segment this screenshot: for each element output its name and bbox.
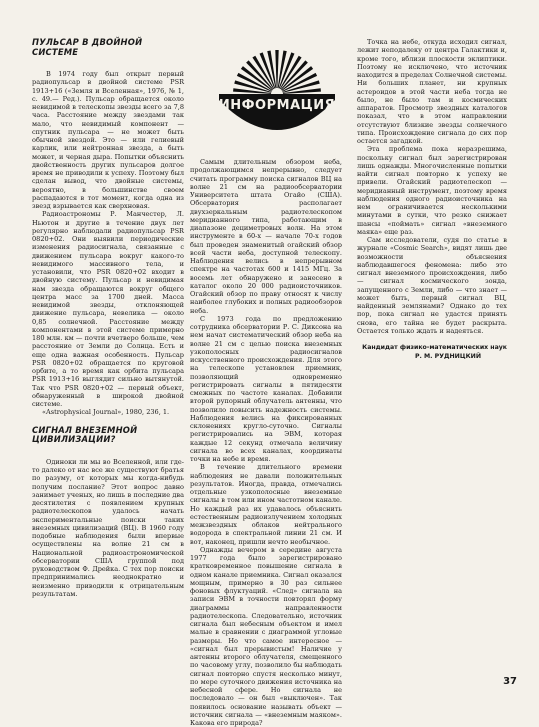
article2-paragraph: Самым длительным обзором неба, продолжающимся непрерывно, следует считать программу поиска сигналов ВЦ на волне 21 см на радиообсерватории Университета штата Огайо (США). Обсерватория располагает двухзеркальным радиотелескопом меридианного типа, работающим в диапазоне дециметровых волн. На этом инструменте в 60-х — начале 70-х годов был проведен знаменитый огайский обзор всей части неба, доступной телескопу. Наблюдения велись в непрерывном спектре на частотах 600 и 1415 МГц. За восемь лет обнаружено и занесено в каталог около 20 000 радиоисточников. Огайский обзор по праву относят к числу наиболее глубоких и полных радиообзоров неба.	[190, 158, 342, 315]
author-degree: Кандидат физико-математических наук	[362, 344, 507, 351]
author-signature	[357, 344, 507, 361]
article1-title: ПУЛЬСАР В ДВОЙНОЙ СИСТЕМЕ	[32, 37, 143, 57]
author-name: Р. М. РУДНИЦКИЙ	[414, 352, 481, 360]
article2-paragraph: Однажды вечером в середине августа 1977 года было зарегистрировано кратковременное повышение сигнала в одном канале приемника. Сигнал оказался мощным, примерно в 30 раз сильнее фоновых флуктуаций. «След» сигнала на записи ЭВМ в точности повторял форму диаграммы направленности радиотелескопа. Следовательно, источник сигнала был небесным объектом и имел малые в сравнении с диаграммой угловые размеры. Но что самое интересное — «сигнал был прерывистым! Наличие у антенны второго облучателя, смещенного по часовому углу, позволило бы наблюдать сигнал повторно спустя несколько минут, по мере суточного движения источника на небесной сфере. Но сигнала не последовало — он был «выключен». Так появилось основание называть объект — источник сигнала — «внеземным маяком». Какова его природа?	[190, 545, 342, 727]
article1-paragraph: В 1974 году был открыт первый радиопульсар в двойной системе PSR 1913+16 («Земля и Вселенная», 1976, № 1, с. 49.— Ред.). Пульсар обращается около невидимой в телескопы звезды всего за 7,8 часа. Расстояние между звездами так мало, что невидимый компонент — спутник пульсара — не может быть обычной звездой. Это — или гелиевый карлик, или нейтронная звезда, а быть может, и черная дыра. Попытки объяснить двойственность других пульсаров долгое время не приводили к успеху. Поэтому был сделан вывод, что двойные системы, вероятно, в большинстве своем распадаются в тот момент, когда одна из звезд взрывается как сверхновая.	[32, 70, 184, 211]
page-number: 37	[503, 676, 517, 687]
column-middle	[190, 158, 342, 727]
column-right	[357, 38, 507, 361]
article2-paragraph: Сам исследователи, судя по статье в журнале «Cosmic Search», видят лишь две возможности объяснения наблюдавшегося феномена: либо это сигнал внеземного происхождения, либо — сигнал космического зонда, запущенного с Земли, либо — что знает — может быть, первый сигнал ВЦ, найденный землянами? Однако до тех пор, пока сигнал не удастся принять снова, его тайна не будет раскрыта. Остается только ждать и надеяться.	[357, 236, 507, 335]
logo-label: ИНФОРМАЦИЯ	[218, 98, 336, 113]
article1-source: «Astrophysical Journal», 1980, 236, 1.	[42, 408, 170, 417]
logo-rays	[233, 50, 321, 94]
article2-paragraph: Эта проблема пока неразрешима, поскольку сигнал был зарегистрирован лишь однажды. Многочисленные попытки найти сигнал повторно к успеху не привели. Огайский радиотелескоп — меридианный инструмент, поэтому время наблюдения одного радиоисточника на нем ограничивается несколькими минутами в сутки, что резко снижает шансы «поймать» сигнал «внеземного маяка» еще раз.	[357, 145, 507, 236]
article1-paragraph: Радиоастрономы Р. Манчестер, Л. Ньютон и другие в течение двух лет регулярно наблюдали радиопульсар PSR 0820+02. Они выявили периодические изменения радиосигнала, связанные с движением пульсара вокруг какого-то невидимого массивного тела, и установили, что PSR 0820+02 входит в двойную систему. Пульсар и невидимая нам звезда обращаются вокруг общего центра масс за 1700 дней. Масса невидимой звезды, отклоняющей движение пульсара, невелика — около 0,85 солнечной. Расстояние между компонентами в этой системе примерно 180 млн. км — почти вчетверо больше, чем расстояние от Земли до Солнца. Есть и еще одна важная особенность. Пульсар PSR 0820+02 обращается по круговой орбите, а то время как орбита пульсара PSR 1913+16 выглядит сильно вытянутой. Так что PSR 0820+02 — первый объект, обнаруженный в широкой двойной системе.	[32, 210, 184, 409]
article2-paragraph: Одиноки ли мы во Вселенной, или где-то далеко от нас все же существуют братья по разуму, от которых мы когда-нибудь получим послание? Этот вопрос давно занимает ученых, но лишь в последние два десятилетия с появлением крупных радиотелескопов удалось начать экспериментальные поиски таких внеземных цивилизаций (ВЦ). В 1960 году подобные наблюдения были впервые осуществлены на волне 21 см в Национальной радиоастрономической обсерватории США группой под руководством Ф. Дрейка. С тех пор поиски предпринимались неоднократно и неизменно приводили к отрицательным результатам.	[32, 457, 184, 598]
column-left	[32, 38, 184, 598]
logo-ray	[278, 50, 287, 88]
informatsiya-logo	[215, 48, 339, 152]
article2-paragraph: В течение длительного времени наблюдения не давали положительных результатов. Иногда, правда, отмечались отдельные узкополосные внеземные сигналы в том или ином частотном канале. Но каждый раз их удавалось объяснить естественным радиоизлучением холодных межзвездных облаков нейтрального водорода в спектральной линии 21 см. И вот, наконец, пришли нечто необычное.	[190, 463, 342, 546]
logo-ray	[275, 50, 278, 88]
article2-paragraph: С 1973 года по предложению сотрудника обсерватории Р. С. Диксона на нем начат систематический обзор неба на волне 21 см с целью поиска внеземных узкополосных радиосигналов искусственного происхождения. Для этого на телескопе установлен приемник, позволяющий одновременно регистрировать сигналы в пятидесяти смежных по частоте каналах. Добавили второй рупорный облучатель антенны, что позволило повысить надежность системы. Наблюдения велись на фиксированных склонениях кругло-суточно. Сигналы регистрировались на ЭВМ, которая каждые 12 секунд отмечала величину сигнала во всех каналах, координаты точки на небе и время.	[190, 314, 342, 463]
article2-title: СИГНАЛ ВНЕЗЕМНОЙ ЦИВИЛИЗАЦИИ?	[32, 424, 138, 445]
logo-ray	[267, 50, 276, 88]
article2-paragraph: Точка на небе, откуда исходил сигнал, лежит неподалеку от центра Галактики и, кроме того, вблизи плоскости эклиптики. Поэтому не исключено, что источник находится в пределах Солнечной системы. Ни больших планет, ни крупных астероидов в этой части неба тогда не было, не было там и космических аппаратов. Просмотр звездных каталогов показал, что в этом направлении отсутствуют близкие звезды солнечного типа. Происхождение сигнала до сих пор остается загадкой.	[357, 38, 507, 145]
